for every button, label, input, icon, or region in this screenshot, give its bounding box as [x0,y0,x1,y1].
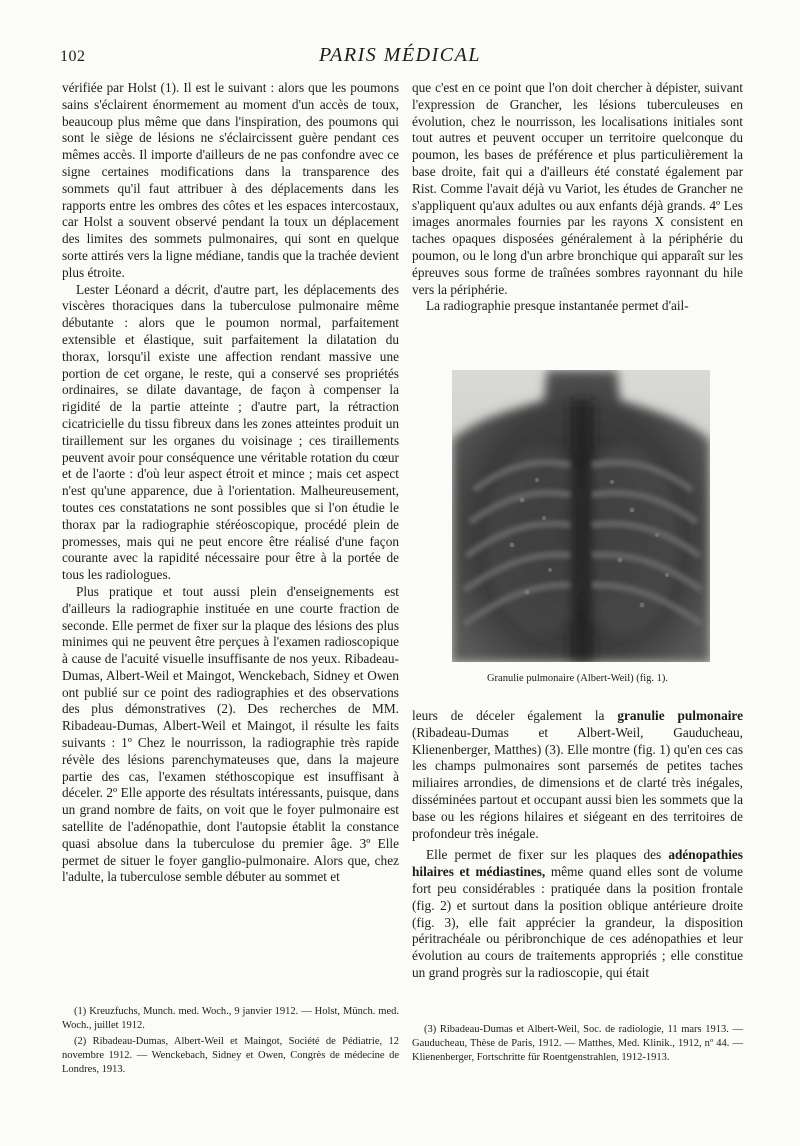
page-number: 102 [60,48,86,65]
footnote: (3) Ribadeau-Dumas et Albert-Weil, Soc. de radiologie, 11 mars 1913. — Gauducheau, Thèse de Paris, 1912. — Matthes, Med. Klinik., 1912, nº 44. — Klienenberger, Fortschritte für Roentgenstrahlen, 1912-1913. [412,1024,743,1063]
bold-term: adénopathies hilaires et médiastines, [412,847,743,880]
paragraph [412,708,743,842]
footnote: (1) Kreuzfuchs, Munch. med. Woch., 9 janvier 1912. — Holst, Münch. med. Woch., juillet 1912. [62,1006,399,1031]
paragraph: vérifiée par Holst (1). Il est le suivant : alors que les poumons sains s'éclairent énormement au moment d'un accès de toux, beaucoup plus même que dans l'inspiration, des poumons qui sont le siège de lésions ne s'éclaircissent guère pendant ces mêmes accès. Il importe d'ailleurs de ne pas confondre avec ce signe certaines modifications dans la transparence des sommets qu'il faut attribuer à des déplacements dans les rapports entre les ombres des côtes et les espaces intercostaux, car Holst a souvent observé pendant la toux un déplacement des limites des sommets pulmonaires, qui sont en quelque sorte attirés vers la ligne médiane, tandis que la trachée devient plus étroite. [62,80,399,280]
right-column-lower [412,708,743,982]
footnote: (2) Ribadeau-Dumas, Albert-Weil et Maingot, Société de Pédiatrie, 12 novembre 1912. — Wenckebach, Sidney et Owen, Congrès de médecine de Londres, 1913. [62,1036,399,1075]
paragraph: Lester Léonard a décrit, d'autre part, les déplacements des viscères thoraciques dans la tuberculose pulmonaire même débutante : alors que le poumon normal, parfaitement extensible et élastique, suit parfaitement la dilatation du thorax, lorsqu'il existe une affection rendant massive une portion de cet organe, le reste, qui a conservé ses propriétés ordinaires, se dilate davantage, de façon à compenser la rigidité de la partie atteinte ; d'autre part, la rétraction cicatricielle du tissu fibreux dans les zones atteintes produit un tiraillement sur les organes du voisinage ; ces tiraillements peuvent avoir pour conséquence une véritable rotation du cœur et de l'aorte : d'où leur aspect étroit et mince ; mais cet aspect n'est qu'une apparence, due à l'orientation. Malheureusement, toutes ces constatations ne sont possibles que si l'on étudie le thorax par la radiographie stéréoscopique, procédé plein de promesses, mais qui ne peut encore être réalisé d'une façon courante avec la rapidité nécessaire pour être à la portée de tous les radiologues. [62,281,399,583]
text-run: même quand elles sont de volume fort peu considérables : pratiquée dans la position frontale (fig. 2) et surtout dans la position oblique antérieure droite (fig. 3), elle fait apprécier la grandeur, la disposition péritrachéale ou péribronchique de ces adénopathies et leur évolution au cours de traitements appropriés ; elle constitue un grand progrès sur la radioscopie, qui était [412,864,743,980]
chest-radiograph-image [452,370,710,662]
text-run: Elle permet de fixer sur les plaques des [426,847,669,863]
radiograph-figure [452,370,710,662]
left-column [62,80,399,886]
text-run: leurs de déceler également la [412,708,618,723]
paragraph [412,847,743,981]
footnotes-right [412,1023,743,1067]
figure-caption: Granulie pulmonaire (Albert-Weil) (fig. 1). [486,673,669,684]
bold-term: granulie pulmonaire [617,708,743,723]
running-head: PARIS MÉDICAL [319,44,481,66]
paragraph: La radiographie presque instantanée permet d'ail- [426,298,689,314]
paragraph: que c'est en ce point que l'on doit chercher à dépister, suivant l'expression de Grancher, les lésions tuberculeuses en évolution, chez le nourrisson, les localisations initiales sont tout autres et peuvent occuper un territoire quelconque du poumon, les bases de préférence et plus particulièrement la base droite, fait qui a d'ailleurs été constaté également par Rist. Comme l'avait déjà vu Variot, les études de Grancher ne s'appliquent qu'aux adultes ou aux enfants déjà grands. 4º Les images anormales fournies par les rayons X consistent en taches opaques disposées généralement à la périphérie du poumon, ou le long d'un arbre bronchique qui apparaît sur les épreuves sous forme de traînées sombres rayonnant du hile vers la périphérie. [412,80,743,297]
paragraph: Plus pratique et tout aussi plein d'enseignements est d'ailleurs la radiographie instituée en une courte fraction de seconde. Elle permet de fixer sur la plaque des lésions des plus minimes qui ne peuvent être perçues à l'examen radioscopique à cause de l'acuité visuelle insuffisante de nos yeux. Ribadeau-Dumas, Albert-Weil et Maingot, Wenckebach, Sidney et Owen ont publié sur ce point des radiographies et des observations des plus démonstratives (2). Des recherches de MM. Ribadeau-Dumas, Albert-Weil et Maingot, il résulte les faits suivants : 1º Chez le nourrisson, la radiographie très rapide révèle des lésions parenchymateuses que, dans la majeure partie des cas, l'examen stéthoscopique est insuffisant à déceler. 2º Elle apporte des résultats intéressants, puisque, dans un grand nombre de faits, on voit que le foyer pulmonaire est satellite de l'adénopathie, dont l'autopsie établit la constance quasi absolue dans la tuberculose du premier âge. 3º Elle permet de situer le foyer ganglio-pulmonaire. Alors que, chez l'adulte, la tuberculose semble débuter au sommet et [62,583,399,885]
right-column-upper [412,80,743,315]
text-run: (Ribadeau-Dumas et Albert-Weil, Gauducheau, Klienenberger, Matthes) (3). Elle montre (fig. 1) qu'en ces cas les champs pulmonaires sont parsemés de petites taches miliaires arrondies, de dimensions et de clarté très inégales, disséminées partout et occupant aussi bien les sommets que la base ou les régions hilaires et siégeant en des territoires de profondeur très inégale. [412,724,743,841]
footnotes-left [62,1005,399,1079]
